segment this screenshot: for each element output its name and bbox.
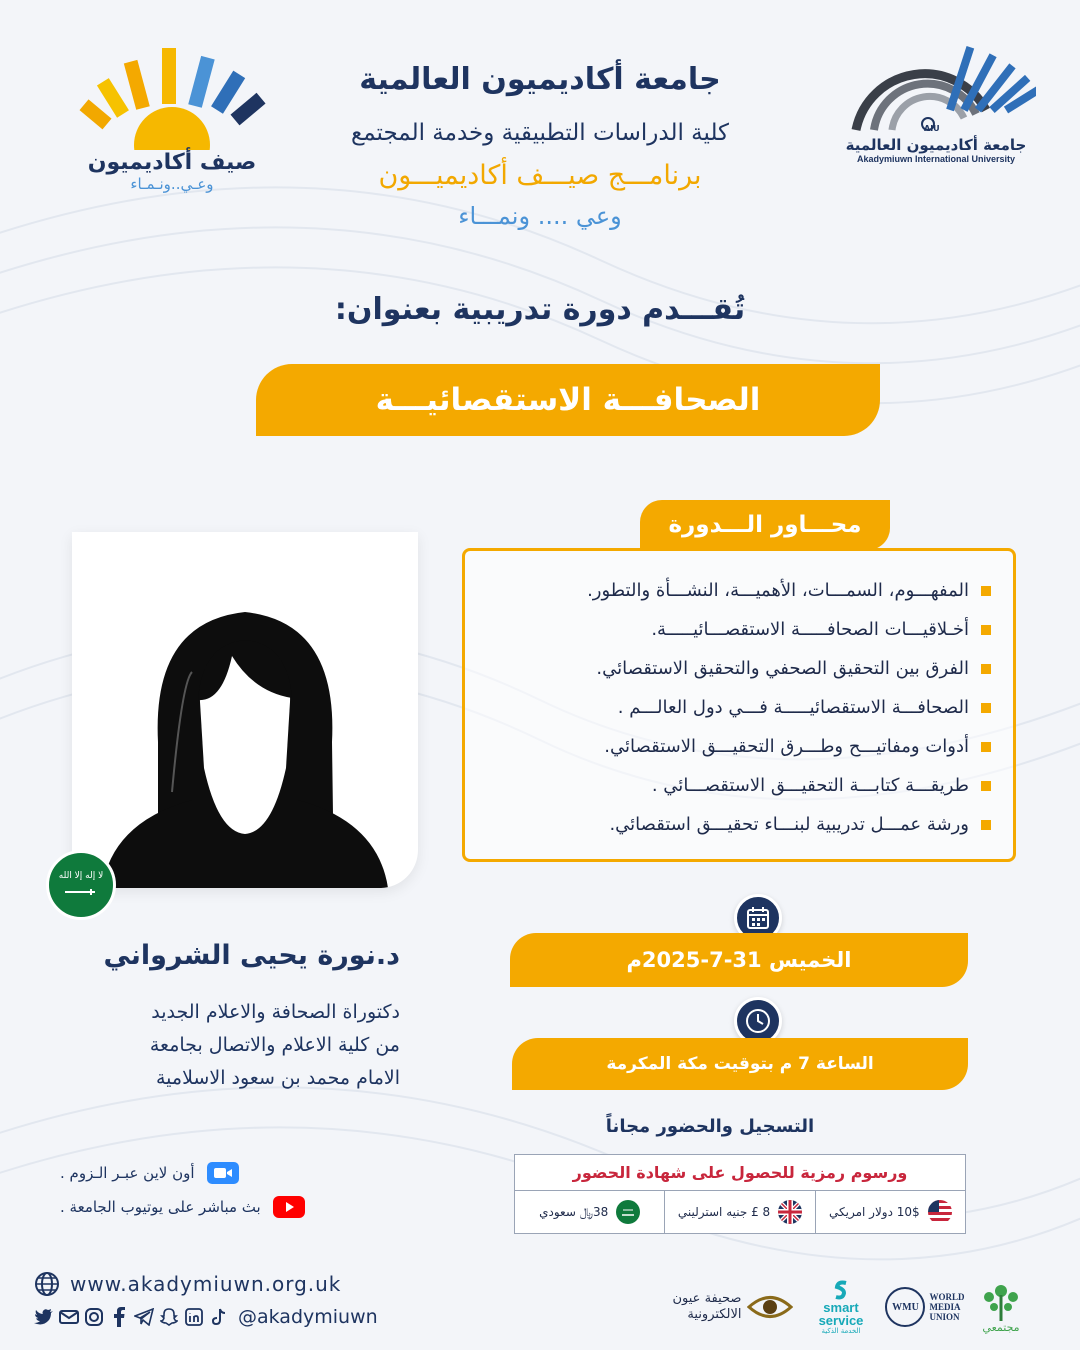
bullet-icon: [981, 586, 991, 596]
list-item: المفهـــوم، السمـــات، الأهميـــة، النشـــأة والتطور.: [475, 571, 991, 610]
bullet-icon: [981, 820, 991, 830]
social-handle[interactable]: @akadymiuwn: [238, 1306, 378, 1328]
us-flag-icon: [928, 1200, 952, 1224]
bullet-icon: [981, 625, 991, 635]
program-slogan: وعي .... ونمـــاء: [458, 202, 622, 230]
youtube-icon: [273, 1196, 305, 1218]
speaker-bio-line: الامام محمد بن سعود الاسلامية: [156, 1067, 400, 1089]
summer-logo-name: صيف أكاديميون: [87, 150, 257, 175]
axes-title: محـــاور الـــدورة: [640, 500, 890, 550]
social-links: [34, 1306, 378, 1328]
speaker-name: د.نورة يحيى الشرواني: [103, 940, 400, 971]
instagram-icon[interactable]: [84, 1307, 104, 1327]
bullet-icon: [981, 703, 991, 713]
list-item: أدوات ومفاتيـــح وطـــرق التحقيـــق الاستقصائي.: [475, 727, 991, 766]
partner-world-media-union: WMU WORLD MEDIA UNION: [882, 1284, 968, 1330]
fees-table: [514, 1154, 966, 1234]
aiu-name-ar: جامعة أكاديميون العالمية: [845, 136, 1027, 154]
axes-list-box: [462, 548, 1016, 862]
snapchat-icon[interactable]: [159, 1307, 179, 1327]
list-item: طريقـــة كتابـــة التحقيـــق الاستقصـــائي .: [475, 766, 991, 805]
speaker-photo: [72, 532, 418, 888]
list-item: الفرق بين التحقيق الصحفي والتحقيق الاستقصائي.: [475, 649, 991, 688]
university-title: جامعة أكاديميون العالمية: [359, 62, 721, 97]
speaker-bio-line: دكتوراة الصحافة والاعلام الجديد: [151, 1001, 400, 1023]
list-item: أخـلاقيـــات الصحافـــــة الاستقصـــائيـــــة.: [475, 610, 991, 649]
bullet-icon: [981, 664, 991, 674]
fee-gbp: 8 £ جنيه استرليني: [664, 1191, 814, 1233]
tiktok-icon[interactable]: [209, 1307, 229, 1327]
telegram-icon[interactable]: [134, 1307, 154, 1327]
fee-sar: 38﷼ سعودي: [515, 1191, 664, 1233]
globe-icon: [34, 1271, 60, 1297]
speaker-bio-line: من كلية الاعلام والاتصال بجامعة: [149, 1034, 400, 1056]
tree-people-icon: [979, 1281, 1023, 1321]
smart-service-icon: [830, 1279, 852, 1301]
fees-row: [515, 1191, 965, 1233]
saudi-flag-icon: [46, 850, 116, 920]
fees-caption: ورسوم رمزية للحصول على شهادة الحضور: [515, 1155, 965, 1191]
facebook-icon[interactable]: [109, 1307, 129, 1327]
program-name: برنامـــج صيـــف أكاديميـــون: [378, 160, 702, 191]
aiu-abbr: AIU: [924, 124, 940, 133]
twitter-icon[interactable]: [34, 1307, 54, 1327]
email-icon[interactable]: [59, 1307, 79, 1327]
flag-shahada-text: لا إله إلا الله: [58, 870, 104, 881]
youtube-row: بث مباشر على يوتيوب الجامعة .: [60, 1196, 350, 1218]
partner-oyoun: صحيفة عيون الالكترونية: [668, 1282, 798, 1332]
bullet-icon: [981, 742, 991, 752]
list-item: ورشة عمـــل تدريبية لبنـــاء تحقيـــق استقصائي.: [475, 805, 991, 844]
intro-heading: تُقـــدم دورة تدريبية بعنوان:: [334, 292, 746, 327]
website-link[interactable]: www.akadymiuwn.org.uk: [34, 1271, 341, 1297]
fee-usd: 10$ دولار امريكي: [815, 1191, 965, 1233]
zoom-row: أون لاين عبـر الـزوم .: [60, 1162, 350, 1184]
summer-logo-tagline: وعـي..ونـمـاء: [130, 175, 214, 193]
course-time: الساعة 7 م بتوقيت مكة المكرمة: [512, 1038, 968, 1090]
uk-flag-icon: [778, 1200, 802, 1224]
aiu-name-en: Akadymiuwn International University: [856, 154, 1016, 164]
axes-list: [465, 551, 1013, 844]
linkedin-icon[interactable]: [184, 1307, 204, 1327]
list-item: الصحافـــة الاستقصائيـــــة فـــي دول العالـــم .: [475, 688, 991, 727]
partner-smart-service: smart service الخدمة الذكية: [812, 1274, 870, 1340]
course-title: الصحافـــة الاستقصائيـــة: [256, 364, 880, 436]
free-registration: التسجيل والحضور مجاناً: [605, 1116, 815, 1137]
saudi-flag-small-icon: [616, 1200, 640, 1224]
zoom-icon: [207, 1162, 239, 1184]
college-name: كلية الدراسات التطبيقية وخدمة المجتمع: [350, 120, 730, 146]
wmu-globe-icon: WMU: [892, 1301, 919, 1313]
eye-icon: [747, 1292, 793, 1322]
speaker-avatar-icon: [72, 532, 418, 888]
sword-icon: [61, 887, 101, 897]
university-logo: [836, 40, 1036, 170]
partner-mojtamai: مجتمعي: [972, 1274, 1030, 1340]
bullet-icon: [981, 781, 991, 791]
course-date: الخميس 31-7-2025م: [510, 933, 968, 987]
speaker-bio: [40, 996, 400, 1095]
